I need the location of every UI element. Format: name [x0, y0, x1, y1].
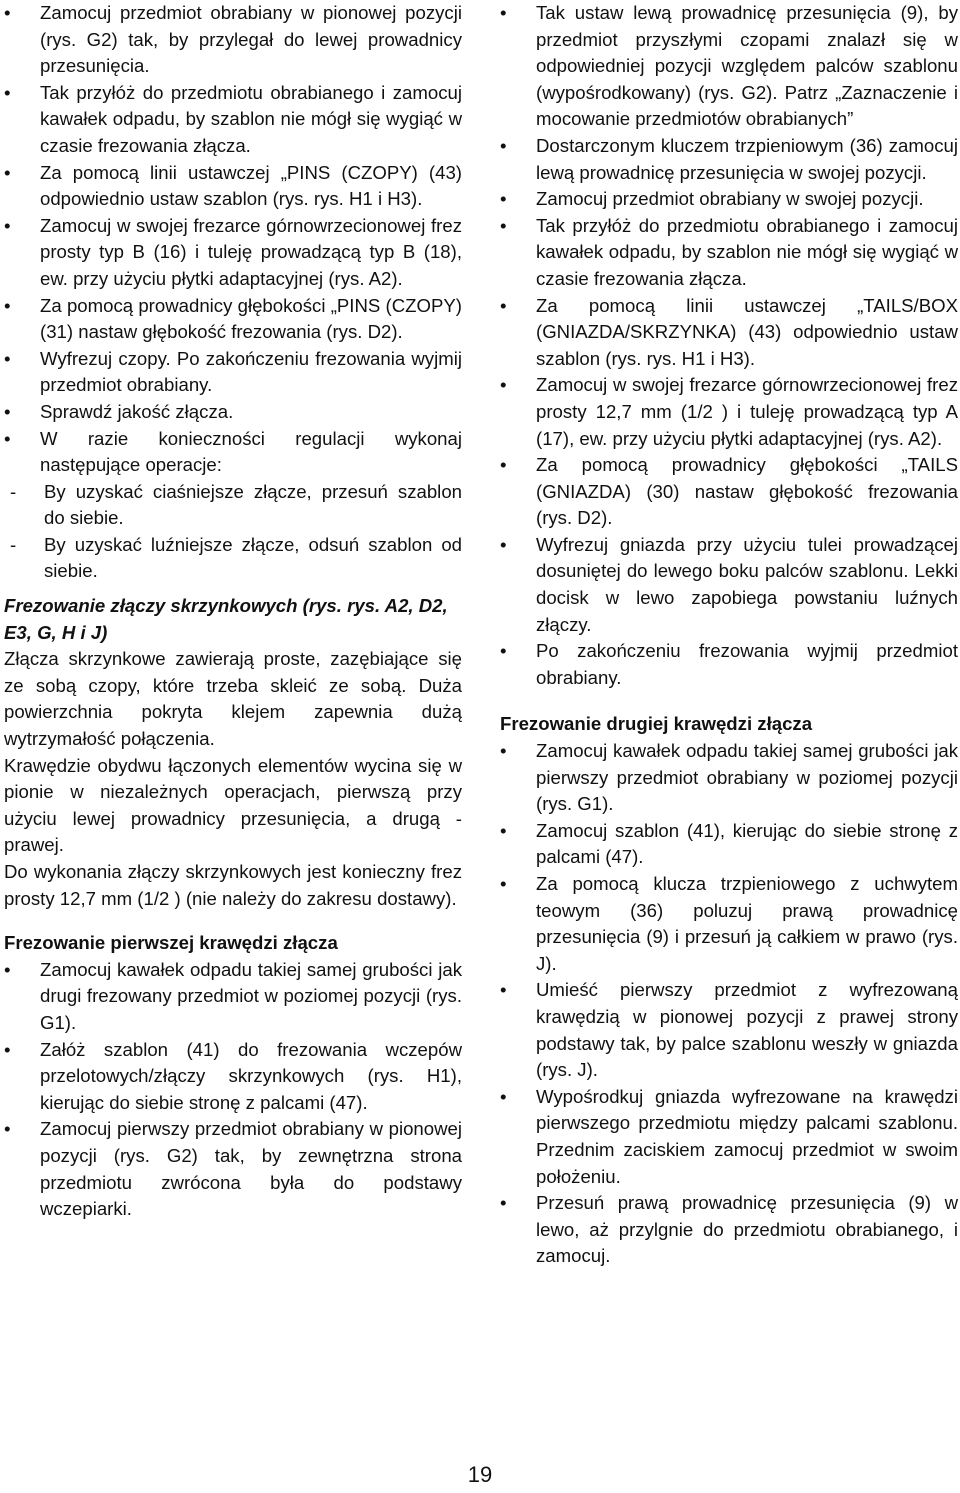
list-item: • Wypośrodkuj gniazda wyfrezowane na krawędzi pierwszego przedmiotu między palcami szablonu. Przednim zaciskiem zamocuj przedmiot w swoim położeniu.: [500, 1084, 958, 1190]
list-item: • Załóż szablon (41) do frezowania wczepów przelotowych/złączy skrzynkowych (rys. H1), kierując do siebie stronę z palcami (47).: [4, 1037, 462, 1117]
list-item: • Tak przyłóż do przedmiotu obrabianego i zamocuj kawałek odpadu, by szablon nie mógł się wygiąć w czasie frezowania złącza.: [500, 213, 958, 293]
section-heading-second-edge: Frezowanie drugiej krawędzi złącza: [500, 713, 813, 735]
list-item: • Za pomocą prowadnicy głębokości „TAILS (GNIAZDA) (30) nastaw głębokość frezowania (rys. D2).: [500, 452, 958, 532]
list-item: • Zamocuj pierwszy przedmiot obrabiany w pionowej pozycji (rys. G2) tak, by zewnętrzna strona przedmiotu zwrócona była do podstawy wczepiarki.: [4, 1116, 462, 1222]
bullet-list-second-edge: [500, 738, 958, 1270]
list-item: • Zamocuj przedmiot obrabiany w pionowej pozycji (rys. G2) tak, by przylegał do lewej prowadnicy przesunięcia.: [4, 0, 462, 80]
list-item: • Po zakończeniu frezowania wyjmij przedmiot obrabiany.: [500, 638, 958, 691]
list-item: • Zamocuj szablon (41), kierując do siebie stronę z palcami (47).: [500, 818, 958, 871]
list-item: • Tak ustaw lewą prowadnicę przesunięcia (9), by przedmiot przyszłymi czopami znalazł się w odpowiedniej pozycji względem palców szablonu (wypośrodkowany) (rys. G2). Patrz „Zaznaczenie i mocowanie przedmiotów obrabianych”: [500, 0, 958, 133]
list-item: • Za pomocą klucza trzpieniowego z uchwytem teowym (36) poluzuj prawą prowadnicę przesunięcia (9) i przesuń ją całkiem w prawo (rys. J).: [500, 871, 958, 977]
section-heading-first-edge: Frezowanie pierwszej krawędzi złącza: [4, 932, 338, 954]
list-item: - By uzyskać luźniejsze złącze, odsuń szablon od siebie.: [4, 532, 462, 585]
section-heading-box-joints: Frezowanie złączy skrzynkowych (rys. rys. A2, D2, E3, G, H i J): [4, 595, 448, 643]
list-item: • Dostarczonym kluczem trzpieniowym (36) zamocuj lewą prowadnicę przesunięcia w swojej pozycji.: [500, 133, 958, 186]
bullet-list-tails: [500, 0, 958, 691]
list-item: • Zamocuj w swojej frezarce górnowrzecionowej frez prosty 12,7 mm (1/2 ) i tuleję prowadzącą typ A (17), ew. przy użyciu płytki adaptacyjnej (rys. A2).: [500, 372, 958, 452]
list-item: • Przesuń prawą prowadnicę przesunięcia (9) w lewo, aż przylgnie do przedmiotu obrabianego, i zamocuj.: [500, 1190, 958, 1270]
list-item: • Wyfrezuj gniazda przy użyciu tulei prowadzącej dosuniętej do lewego boku palców szablonu. Lekki docisk w lewo zapobiega powstaniu luźnych złączy.: [500, 532, 958, 638]
list-item: • Tak przyłóż do przedmiotu obrabianego i zamocuj kawałek odpadu, by szablon nie mógł się wygiąć w czasie frezowania złącza.: [4, 80, 462, 160]
list-item: • W razie konieczności regulacji wykonaj następujące operacje:: [4, 426, 462, 479]
list-item: • Zamocuj przedmiot obrabiany w swojej pozycji.: [500, 186, 958, 213]
page-number: 19: [467, 1462, 493, 1487]
list-item: • Zamocuj kawałek odpadu takiej samej grubości jak pierwszy przedmiot obrabiany w poziomej pozycji (rys. G1).: [500, 738, 958, 818]
left-column: [4, 0, 462, 1223]
right-column: [500, 0, 958, 1270]
list-item: - By uzyskać ciaśniejsze złącze, przesuń szablon do siebie.: [4, 479, 462, 532]
list-item: • Za pomocą linii ustawczej „PINS (CZOPY) (43) odpowiednio ustaw szablon (rys. rys. H1 i H3).: [4, 160, 462, 213]
list-item: • Zamocuj kawałek odpadu takiej samej grubości jak drugi frezowany przedmiot w poziomej pozycji (rys. G1).: [4, 957, 462, 1037]
list-item: • Umieść pierwszy przedmiot z wyfrezowaną krawędzią w pionowej pozycji z prawej strony podstawy tak, by palce szablonu weszły w gniazda (rys. J).: [500, 977, 958, 1083]
list-item: • Za pomocą prowadnicy głębokości „PINS (CZOPY) (31) nastaw głębokość frezowania (rys. D2).: [4, 293, 462, 346]
bullet-list-pins: [4, 0, 462, 479]
list-item: • Za pomocą linii ustawczej „TAILS/BOX (GNIAZDA/SKRZYNKA) (43) odpowiednio ustaw szablon (rys. rys. H1 i H3).: [500, 293, 958, 373]
adjustment-sublist: [4, 479, 462, 585]
paragraph: Złącza skrzynkowe zawierają proste, zazębiające się ze sobą czopy, które trzeba skleić ze sobą. Duża powierzchnia pokryta klejem zapewnia dużą wytrzymałość połączenia.: [4, 648, 462, 750]
list-item: • Wyfrezuj czopy. Po zakończeniu frezowania wyjmij przedmiot obrabiany.: [4, 346, 462, 399]
list-item: • Zamocuj w swojej frezarce górnowrzecionowej frez prosty typ B (16) i tuleję prowadzącą typ B (18), ew. przy użyciu płytki adaptacyjnej (rys. A2).: [4, 213, 462, 293]
paragraph: Krawędzie obydwu łączonych elementów wycina się w pionie w niezależnych operacjach, pierwszą przy użyciu lewej prowadnicy przesunięcia, a drugą - prawej.: [4, 754, 462, 856]
bullet-list-first-edge: [4, 957, 462, 1223]
list-item: • Sprawdź jakość złącza.: [4, 399, 462, 426]
paragraph: Do wykonania złączy skrzynkowych jest konieczny frez prosty 12,7 mm (1/2 ) (nie należy do zakresu dostawy).: [4, 861, 462, 909]
